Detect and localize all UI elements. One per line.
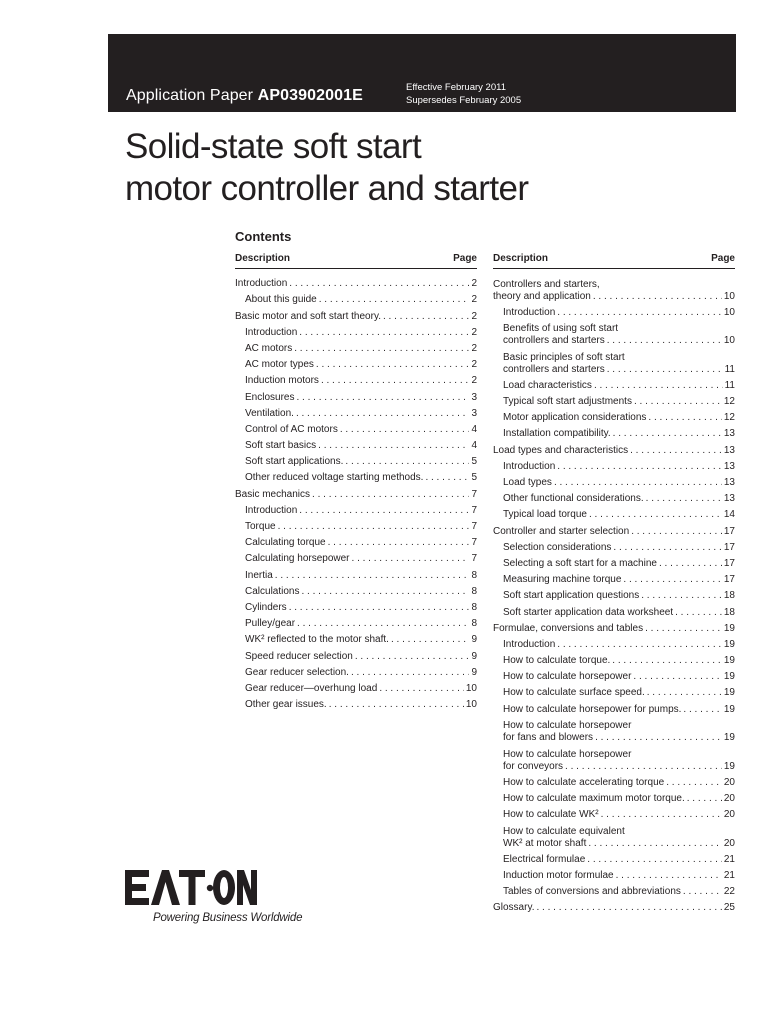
toc-entry [235,598,477,614]
toc-leader-dots [299,505,469,517]
toc-entry [493,538,735,554]
toc-entry-page: 8 [471,569,477,581]
toc-entry-label: Soft start application questions [503,590,640,602]
toc-entry-label: Load types and characteristics [493,444,629,456]
toc-entry [235,565,477,581]
toc-entry-label: for conveyors [503,760,564,772]
toc-entry-label: Formulae, conversions and tables [493,622,644,634]
paper-label [126,87,363,105]
toc-entry-label: Soft starter application data worksheet [503,606,674,618]
toc-entry [493,866,735,882]
toc-entry-page: 18 [723,606,735,618]
toc-leader-dots [328,537,470,549]
toc-entry-page: 11 [724,363,735,375]
toc-entry-page: 2 [471,375,477,387]
toc-leader-dots [391,634,469,646]
toc-entry-page: 3 [471,391,477,403]
toc-leader-dots [607,335,722,347]
toc-entry-label: Load characteristics [503,379,592,391]
toc-entry-page: 22 [723,886,735,898]
toc-entry-page: 20 [723,809,735,821]
toc-leader-dots [633,671,721,683]
toc-page-header: Page [711,253,735,264]
toc-leader-dots [312,489,469,501]
eaton-logo [125,868,257,908]
paper-code: AP03902001E [257,87,363,104]
toc-entry-page: 18 [723,590,735,602]
toc-leader-dots [557,639,722,651]
toc-entry-page: 12 [723,396,735,408]
toc-entry-label: controllers and starters [503,363,605,375]
toc-entry-label: Cylinders [245,601,287,613]
toc-entry [235,468,477,484]
toc-leader-dots [379,683,464,695]
toc-leader-dots [318,440,469,452]
toc-entry [493,554,735,570]
toc-entry-page: 17 [723,541,735,553]
toc-entry-page: 12 [723,412,735,424]
toc-entry-page: 14 [723,509,735,521]
toc-entry-label: Gear reducer—overhung load [245,682,378,694]
toc-header [493,251,735,266]
toc-entry-page: 7 [471,521,477,532]
toc-entry [493,408,735,424]
toc-entry-label: Glossary. [493,902,535,914]
toc-entry [493,744,735,773]
toc-entry [493,882,735,898]
toc-entry-label: theory and application [493,290,591,302]
toc-entry [235,533,477,549]
toc-entry-page: 9 [471,650,477,662]
toc-leader-dots [647,687,722,699]
toc-leader-dots [588,838,722,850]
toc-leader-dots [645,623,722,635]
title-line-1: Solid-state soft start [125,127,422,166]
toc-entry [493,651,735,667]
toc-leader-dots [345,456,469,468]
toc-entry-label: Soft start basics [245,440,317,452]
toc-entry [235,517,477,533]
toc-entry-label-line1: Benefits of using soft start [503,323,619,335]
toc-leader-dots [601,809,722,821]
toc-leader-dots [557,307,722,319]
toc-entry [493,850,735,866]
toc-entry [235,306,477,322]
toc-entry-label: Enclosures [245,391,295,403]
toc-leader-dots [587,854,722,866]
toc-entry [493,586,735,602]
toc-entry-label: How to calculate accelerating torque [503,776,665,788]
toc-entry-page: 13 [723,444,735,456]
toc-entry-label: Gear reducer selection. [245,666,349,678]
toc-entry-page: 5 [471,472,477,484]
toc-entry-page: 19 [723,638,735,650]
toc-leader-dots [425,472,469,484]
toc-leader-dots [631,526,722,538]
toc-leader-dots [607,364,723,376]
toc-entry-page: 7 [471,504,477,516]
toc-entry [235,695,477,711]
toc-entry-label-line1: Controllers and starters, [493,278,600,290]
toc-entry-label: Other reduced voltage starting methods. [245,472,424,484]
toc-entry [493,424,735,440]
toc-leader-dots [299,327,469,339]
toc-entry-line2 [503,732,735,744]
toc-entry-label: Basic mechanics [235,488,311,500]
toc-entry-page: 25 [723,902,735,914]
toc-leader-dots [630,445,722,457]
toc-entry [493,521,735,537]
toc-entry-page: 2 [471,278,477,290]
toc-entry-label: Selecting a soft start for a machine [503,557,657,569]
toc-entry [235,404,477,420]
document-title [125,126,528,210]
toc-entry [493,789,735,805]
toc-entry [235,355,477,371]
toc-entry-page: 13 [723,460,735,472]
paper-type: Application Paper [126,87,254,104]
toc-entry-page: 20 [723,776,735,788]
toc-entry [235,663,477,679]
toc-leader-dots [646,493,722,505]
toc-entry-page: 20 [723,793,735,804]
toc-entry-page: 4 [471,423,477,435]
toc-leader-dots [289,602,470,614]
toc-entry-label: How to calculate maximum motor torque. [503,793,685,804]
toc-entry-label: How to calculate surface speed. [503,687,645,699]
toc-entry [493,602,735,618]
toc-entry [493,319,735,348]
toc-entry-label: Selection considerations [503,541,612,553]
toc-entry-page: 13 [723,428,735,440]
toc-entry-label: Introduction [245,326,298,338]
toc-entry [493,773,735,789]
toc-entry [493,473,735,489]
toc-entry-page: 3 [471,407,477,419]
toc-leader-dots [296,392,469,404]
toc-entry-line2 [503,761,735,773]
toc-entry-page: 21 [723,870,735,882]
toc-entry-page: 19 [723,671,735,683]
toc-entry-page: 19 [723,732,735,744]
toc-entry-label-line1: Basic principles of soft start [503,351,625,363]
toc-entry-label: Soft start applications. [245,456,344,468]
toc-entry-label: Other gear issues. [245,699,327,711]
toc-leader-dots [557,461,722,473]
toc-leader-dots [593,291,722,303]
toc-entry-page: 13 [723,493,735,505]
toc-entry [493,376,735,392]
toc-entry-label: Basic motor and soft start theory. [235,310,381,322]
toc-entry-page: 17 [723,574,735,586]
toc-entry-label: Other functional considerations. [503,493,644,505]
toc-entry-label: Measuring machine torque [503,574,622,586]
toc-entry-label: controllers and starters [503,335,605,347]
toc-entry-label: Tables of conversions and abbreviations [503,886,681,898]
toc-entry-page: 17 [723,525,735,537]
toc-entry-label: WK² reflected to the motor shaft. [245,634,389,646]
toc-leader-dots [537,902,722,914]
toc-entry [493,392,735,408]
toc-entry [235,630,477,646]
toc-leader-dots [289,278,469,290]
toc-entry [235,549,477,565]
toc-entry-page: 11 [724,379,735,391]
toc-entry-page: 5 [471,456,477,468]
toc-leader-dots [641,590,722,602]
toc-entry-page: 4 [471,440,477,452]
toc-rule [493,268,735,269]
toc-entry [493,440,735,456]
toc-entry-page: 10 [723,335,735,347]
toc-entry [235,646,477,662]
toc-leader-dots [352,553,470,565]
toc-entry [235,484,477,500]
toc-entry-page: 10 [465,682,477,694]
toc-entry-label: WK² at motor shaft [503,837,587,849]
toc-entry-label: Torque [245,521,276,532]
toc-leader-dots [648,412,721,424]
toc-description-header: Description [493,253,549,264]
toc-leader-dots [659,558,722,570]
toc-entry-label: AC motors [245,342,293,354]
toc-leader-dots [683,886,722,898]
toc-entry-label: Speed reducer selection [245,650,353,662]
toc-entry-label: Calculations [245,585,300,597]
toc-entry-label: Pulley/gear [245,618,296,630]
toc-rule [235,268,477,269]
toc-entry-label: Load types [503,477,552,488]
toc-leader-dots [634,396,722,408]
toc-entry-label: About this guide [245,294,317,306]
toc-entry [235,420,477,436]
toc-leader-dots [294,343,469,355]
toc-entry-line2 [493,291,735,303]
toc-entry [235,679,477,695]
toc-entry-label: Induction motors [245,375,319,387]
toc-entry [235,323,477,339]
toc-entry-label: Typical soft start adjustments [503,396,632,408]
toc-entry-label-line1: How to calculate equivalent [503,825,625,837]
toc-leader-dots [329,699,464,711]
toc-entry-label-line1: How to calculate horsepower [503,748,632,760]
toc-entry [235,582,477,598]
toc-leader-dots [683,704,721,716]
toc-leader-dots [301,586,469,598]
toc-leader-dots [297,618,469,630]
toc-entry-page: 8 [471,618,477,630]
toc-entry [493,699,735,715]
toc-entry-label: Ventilation. [245,407,294,419]
toc-entry [493,570,735,586]
toc-entry-page: 2 [471,294,477,306]
toc-entry [493,347,735,376]
toc-entry-label: How to calculate WK² [503,809,599,821]
toc-leader-dots [612,655,722,667]
toc-entry-page: 7 [471,553,477,565]
toc-entry-label: for fans and blowers [503,732,594,744]
toc-entry-label-line1: How to calculate horsepower [503,720,632,732]
toc-entry [493,457,735,473]
toc-entry-line2 [503,364,735,376]
toc-entry-label: Control of AC motors [245,423,338,435]
toc-entry [493,619,735,635]
toc-entry [493,667,735,683]
toc-entry-label: Electrical formulae [503,853,586,865]
toc-entry-label: Introduction [245,504,298,516]
toc-entry-page: 10 [723,290,735,302]
toc-entry-page: 9 [471,666,477,678]
header-bar [108,34,736,112]
toc-leader-dots [351,667,469,679]
toc-entry [235,436,477,452]
toc-leader-dots [594,380,723,392]
toc-entry [235,290,477,306]
toc-entry [493,898,735,914]
toc-leader-dots [666,777,722,789]
toc-leader-dots [278,521,470,533]
toc-entry [493,274,735,303]
toc-entry-label: How to calculate horsepower for pumps. [503,703,682,715]
toc-leader-dots [623,574,721,586]
toc-leader-dots [595,732,722,744]
toc-entry [235,274,477,290]
toc-entry-page: 2 [471,326,477,338]
toc-entry-page: 19 [723,622,735,634]
toc-entry [493,635,735,651]
toc-leader-dots [355,651,470,663]
toc-entry-label: How to calculate torque. [503,655,611,667]
toc-entry-label: Introduction [503,638,556,650]
toc-leader-dots [321,375,470,387]
toc-entry [235,501,477,517]
toc-entry-page: 21 [723,853,735,865]
toc-entry-line2 [503,838,735,850]
toc-leader-dots [613,428,722,440]
toc-entry-label: Motor application considerations [503,412,647,424]
supersedes-date: Supersedes February 2005 [406,95,522,106]
toc-entry-page: 8 [471,601,477,613]
toc-leader-dots [613,542,721,554]
toc-entry-page: 2 [471,342,477,354]
toc-entry-label: Induction motor formulae [503,870,614,882]
toc-entry [493,716,735,745]
toc-entry-label: Controller and starter selection [493,525,630,537]
toc-leader-dots [675,607,722,619]
toc-entry-label: AC motor types [245,359,314,371]
toc-entry-label: Introduction [503,460,556,472]
toc-entry-page: 10 [465,699,477,711]
toc-entry-page: 19 [723,703,735,715]
contents-heading: Contents [235,229,292,244]
toc-entry-page: 20 [723,837,735,849]
toc-entry-label: Typical load torque [503,509,587,521]
toc-column-right [493,251,735,914]
toc-entry-page: 19 [723,655,735,667]
toc-entry [493,821,735,850]
toc-leader-dots [275,570,470,582]
toc-entry-page: 2 [471,310,477,322]
toc-entry [493,303,735,319]
toc-entry-page: 13 [723,477,735,488]
brand-tagline: Powering Business Worldwide [153,912,303,924]
toc-leader-dots [687,793,722,805]
toc-entry-label: Calculating horsepower [245,553,350,565]
toc-entry-line2 [503,335,735,347]
toc-leader-dots [383,311,469,323]
toc-entry [235,387,477,403]
toc-entry [235,614,477,630]
header-dates [406,81,521,107]
toc-entry [493,489,735,505]
toc-entry [493,683,735,699]
toc-entry-label: Installation compatibility. [503,428,611,440]
toc-entry-page: 10 [723,306,735,318]
toc-column-left [235,251,477,711]
toc-entry-label: Introduction [235,278,288,290]
toc-leader-dots [554,477,722,489]
toc-page-header: Page [453,253,477,264]
toc-leader-dots [340,424,470,436]
toc-leader-dots [319,294,470,306]
effective-date: Effective February 2011 [406,82,506,93]
toc-entry-label: Inertia [245,569,273,581]
toc-entry [493,505,735,521]
toc-entry-page: 2 [471,359,477,371]
toc-entry-page: 8 [471,585,477,597]
toc-entry [235,371,477,387]
toc-leader-dots [589,509,722,521]
toc-leader-dots [296,408,470,420]
toc-entry-page: 7 [471,537,477,549]
toc-header [235,251,477,266]
toc-entry [235,452,477,468]
toc-entry-page: 17 [723,557,735,569]
toc-entry-label: Introduction [503,306,556,318]
toc-description-header: Description [235,253,291,264]
toc-leader-dots [616,870,722,882]
toc-entry-page: 9 [471,634,477,646]
toc-entry-page: 19 [723,687,735,699]
toc-entry [235,339,477,355]
title-line-2: motor controller and starter [125,169,529,208]
toc-entry [493,805,735,821]
toc-leader-dots [316,359,470,371]
toc-entry-page: 7 [471,488,477,500]
toc-leader-dots [565,761,722,773]
toc-entry-label: Calculating torque [245,537,326,549]
toc-entry-label: How to calculate horsepower [503,671,632,683]
toc-entry-page: 19 [723,760,735,772]
